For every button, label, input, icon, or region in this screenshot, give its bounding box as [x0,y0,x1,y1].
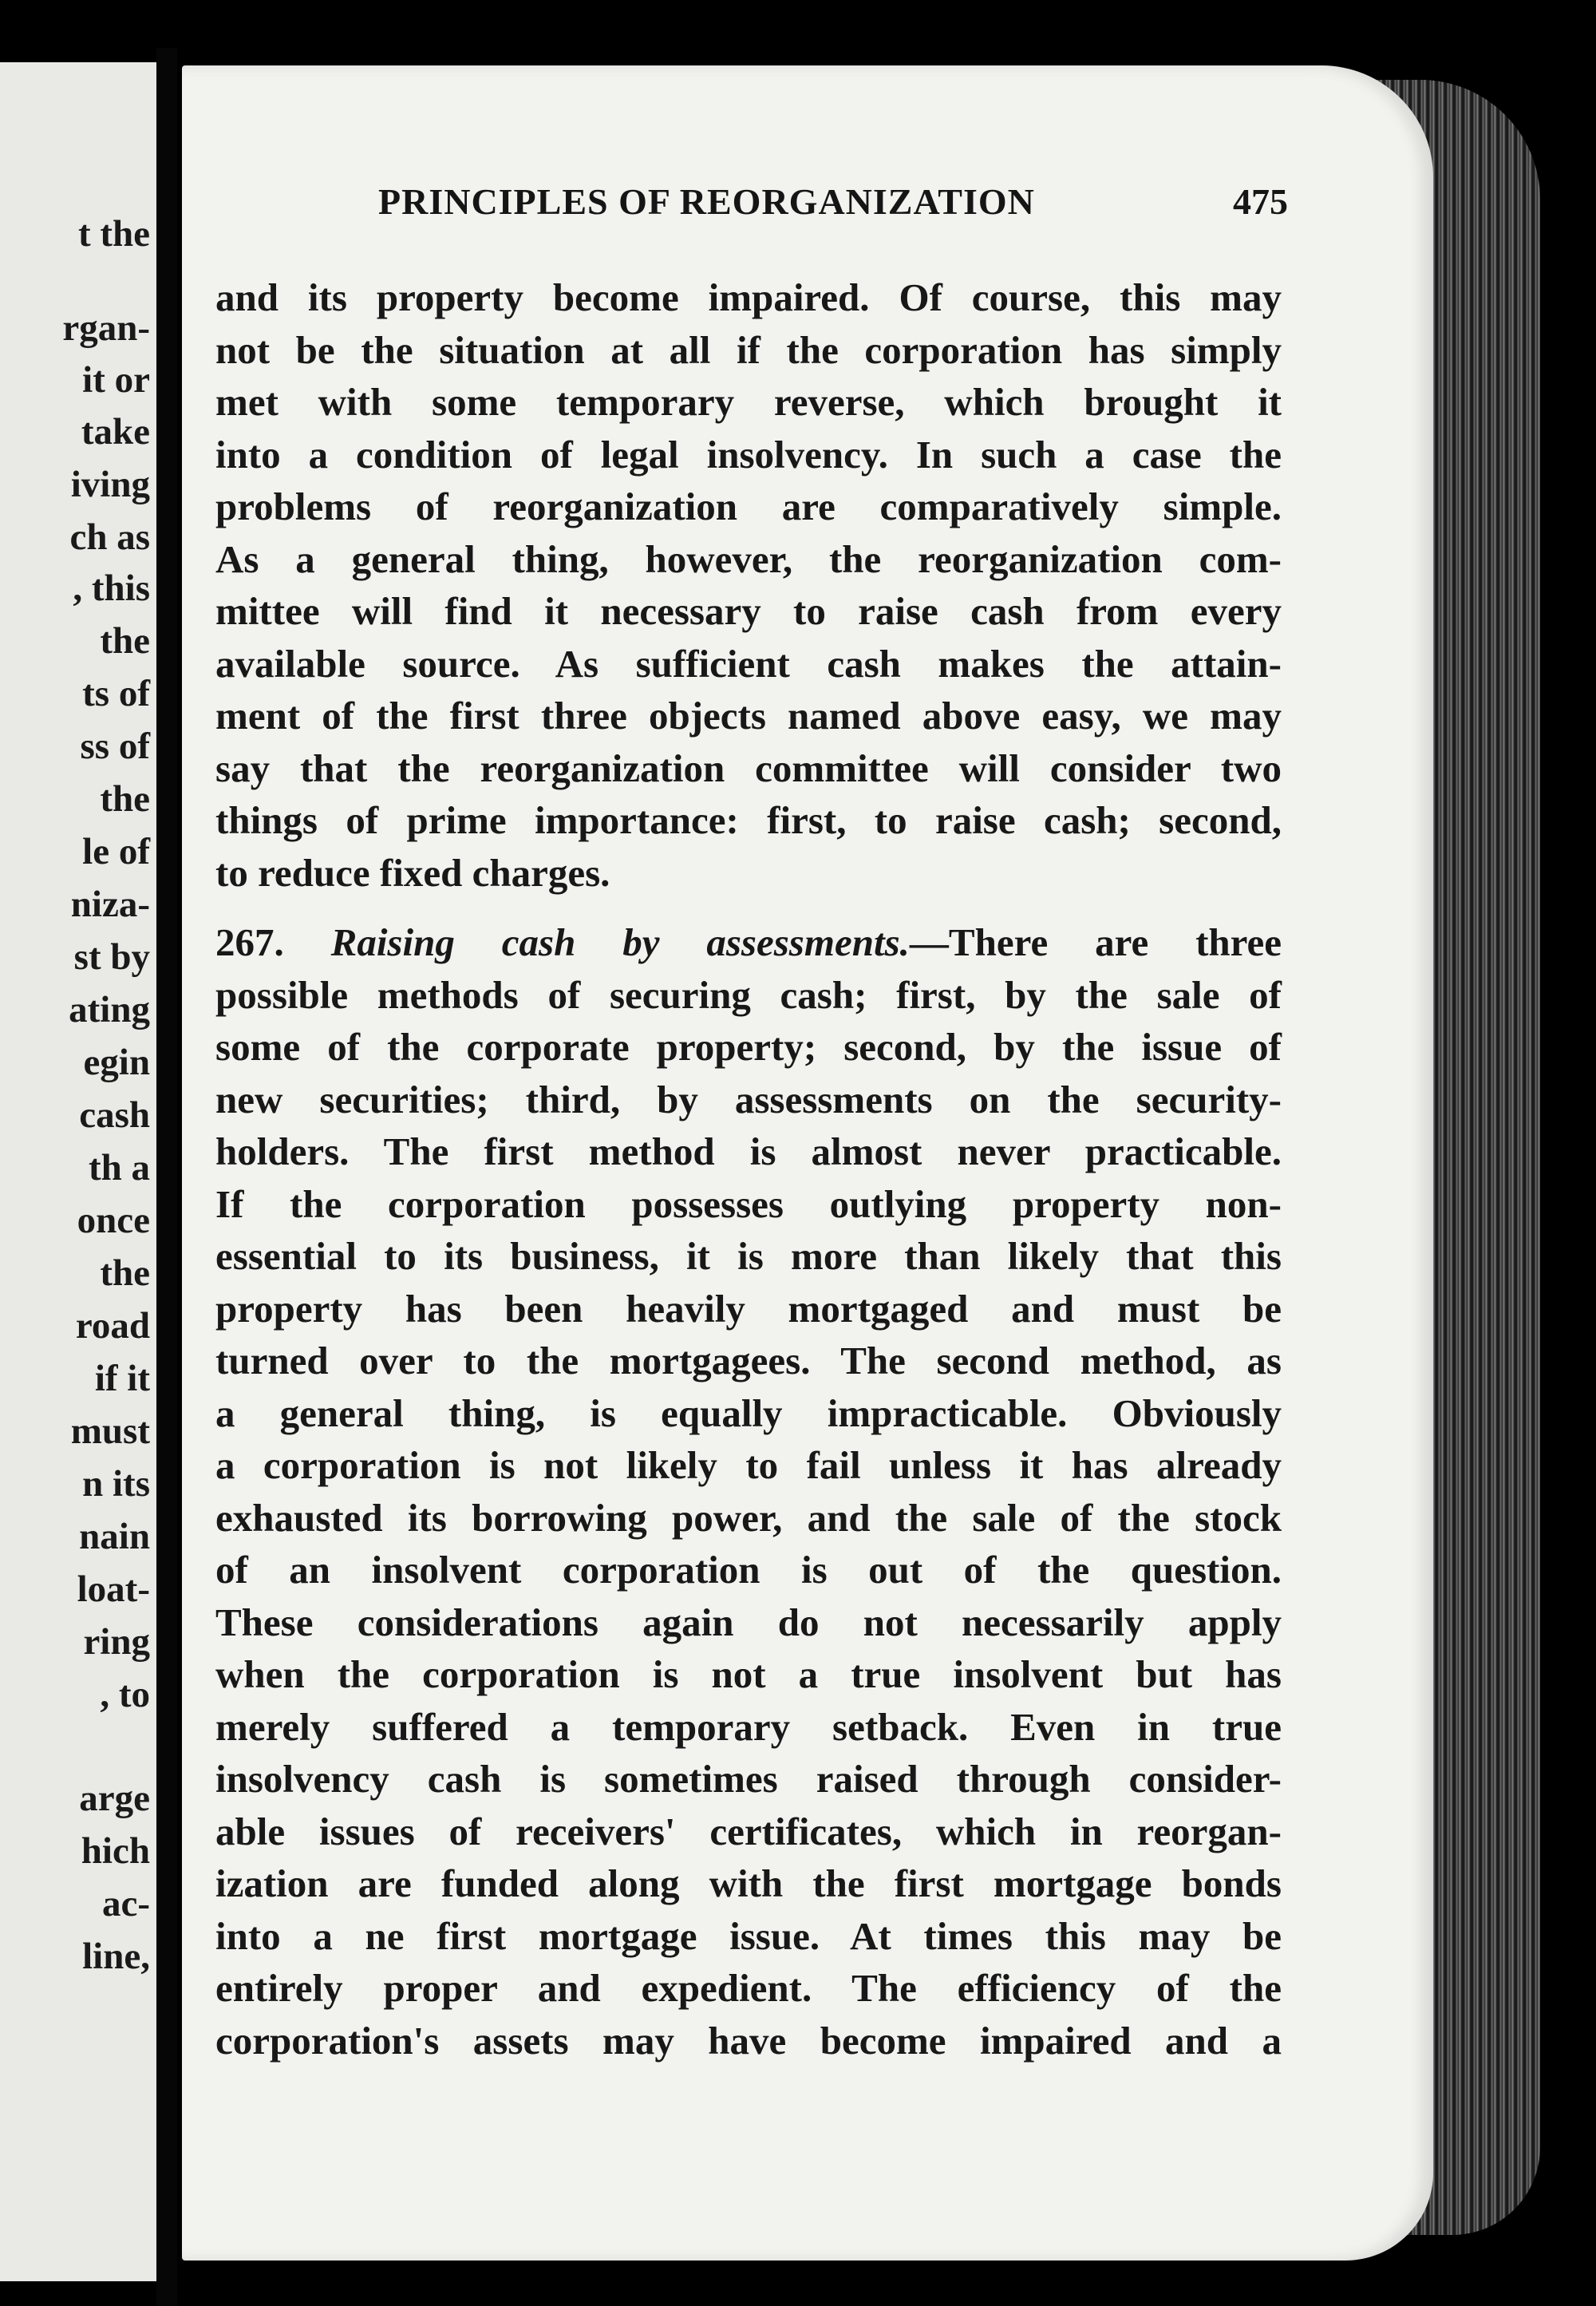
section-heading: Raising cash by assessments. [330,920,910,964]
text-line: insolvency cash is sometimes raised through consider- [215,1757,1282,1801]
text-line: mittee will find it necessary to raise cash from every [215,589,1282,633]
text-line: available source. As sufficient cash makes the attain- [215,641,1282,686]
left-page-fragment: road [75,1305,150,1347]
left-page-fragment: once [77,1200,150,1241]
left-page-fragment: , to [100,1674,150,1715]
left-page-fragment: st by [73,936,150,978]
text-line: not be the situation at all if the corporation has simply [215,327,1282,372]
text-line: a corporation is not likely to fail unless it has already [215,1443,1282,1487]
paragraph-2 [215,969,1282,2067]
left-page-fragment: n its [82,1463,150,1505]
left-page-fragment: it or [82,359,150,401]
left-page-fragment: line, [82,1936,150,1977]
text-line: property has been heavily mortgaged and must be [215,1286,1282,1331]
left-page-fragment: the [100,620,150,662]
text-line: possible methods of securing cash; first, by the sale of [215,972,1282,1017]
text-line: say that the reorganization committee will consider two [215,746,1282,790]
text-line: to reduce fixed charges. [215,850,610,895]
text-line: As a general thing, however, the reorganization com- [215,536,1282,581]
text-line: into a ne first mortgage issue. At times this may be [215,1913,1282,1958]
left-page-fragment: hich [81,1830,150,1872]
text-line: problems of reorganization are comparatively simple. [215,485,1282,528]
left-page-fragment: rgan- [62,307,150,349]
left-page-fragment: ss of [80,726,150,767]
left-page-fragment: th a [88,1147,150,1189]
left-page-fragment: loat- [77,1568,150,1610]
left-page-fragment: arge [79,1778,150,1819]
text-line: corporation's assets may have become impaired and a [215,2018,1282,2063]
left-page-fragment: take [81,411,150,453]
text-line: new securities; third, by assessments on the security- [215,1077,1282,1121]
text-line: holders. The first method is almost never practicable. [215,1129,1282,1173]
book-gutter [156,48,177,2306]
left-page-fragment: t the [77,213,150,255]
text-line: some of the corporate property; second, by the issue of [215,1025,1282,1069]
paragraph-1 [215,271,1282,899]
section-number: 267. [215,920,284,964]
page-title: PRINCIPLES OF REORGANIZATION [378,181,1035,222]
left-page-fragment: nain [79,1516,150,1557]
text-line: things of prime importance: first, to raise cash; second, [215,798,1282,842]
left-page-fragment: the [100,778,150,820]
text-line: and its property become impaired. Of course, this may [215,275,1282,319]
text-line: These considerations again do not necessarily apply [215,1600,1282,1644]
left-page-fragment: , this [73,568,150,609]
text-line: ization are funded along with the first mortgage bonds [215,1861,1282,1905]
text-line: entirely proper and expedient. The efficiency of the [215,1966,1282,2010]
left-page-fragment: ating [69,989,150,1030]
left-page-fragment: niza- [70,884,150,925]
left-page-fragment: cash [79,1094,150,1136]
text-line: of an insolvent corporation is out of the question. [215,1548,1282,1592]
left-page-fragment: must [70,1410,150,1452]
text-line: exhausted its borrowing power, and the sale of the stock [215,1495,1282,1540]
left-page-fragment: ring [83,1621,150,1663]
text-line: If the corporation possesses outlying property non- [215,1181,1282,1226]
page-number: 475 [1233,181,1288,222]
left-page-fragment: ts of [82,673,150,714]
section-heading-line [215,916,1282,969]
text-line: ment of the first three objects named above easy, we may [215,694,1282,738]
left-page [0,62,156,2281]
left-page-fragment: egin [83,1042,150,1083]
left-page-fragment: the [100,1252,150,1294]
text-line: able issues of receivers' certificates, which in reorgan- [215,1809,1282,1853]
left-page-fragment: if it [94,1358,150,1399]
left-page-fragment: ac- [101,1883,150,1924]
left-page-fragment: iving [70,464,150,505]
text-line: essential to its business, it is more than likely that this [215,1234,1282,1278]
left-page-fragment: ch as [69,516,150,558]
section-first-line: —There are three [909,920,1282,964]
text-line: merely suffered a temporary setback. Even in true [215,1704,1282,1749]
left-page-fragment: le of [82,831,150,872]
text-line: a general thing, is equally impracticable. Obviously [215,1390,1282,1435]
text-line: met with some temporary reverse, which brought it [215,380,1282,424]
text-line: turned over to the mortgagees. The second method, as [215,1339,1282,1382]
text-line: when the corporation is not a true insolvent but has [215,1652,1282,1696]
running-head [378,180,1288,228]
body-text [215,271,1282,2067]
text-line: into a condition of legal insolvency. In such a case the [215,432,1282,477]
